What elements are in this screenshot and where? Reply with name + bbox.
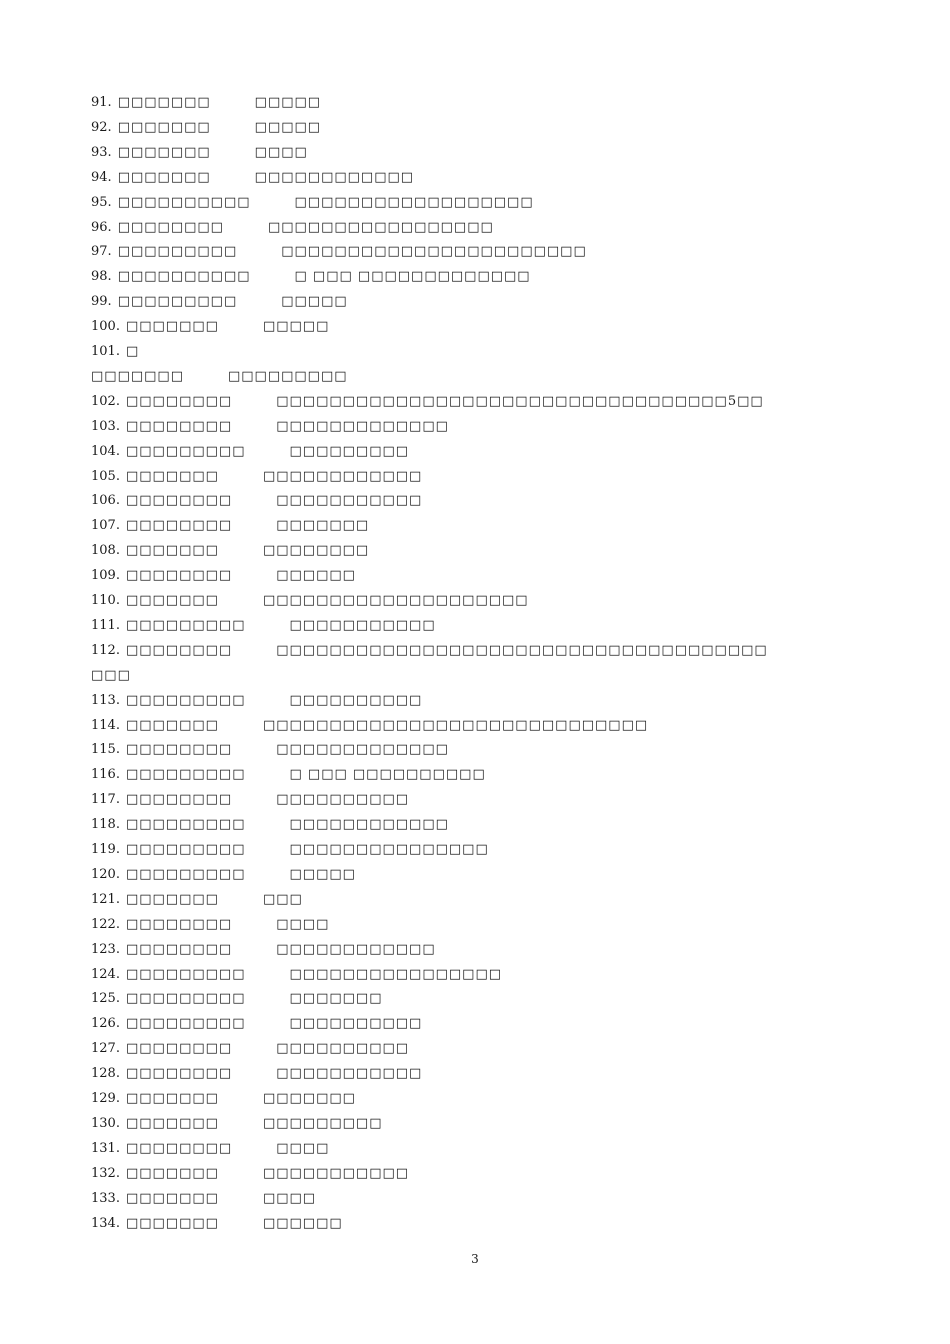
item-number: 98. — [91, 269, 112, 285]
item-term: □□□□□□□ — [91, 368, 184, 384]
item-term: □□□□□□□ — [125, 1190, 219, 1206]
item-gloss: □□□□□□□ — [262, 1091, 356, 1106]
item-term: □□□□□□□□□ — [125, 443, 246, 459]
item-number: 100. — [91, 319, 120, 335]
item-number: 128. — [91, 1066, 120, 1082]
item-term: □□□□□□□□□ — [125, 991, 246, 1007]
item-term: □□□□□□□□□ — [117, 244, 238, 260]
item-term: □□□□□□□□□ — [125, 966, 246, 982]
item-number: 93. — [91, 144, 112, 160]
item-gloss: □□□□□□□□□□□□□□□□□ — [267, 219, 494, 235]
item-term: □□□□□□□□ — [125, 568, 233, 584]
list-item — [91, 514, 369, 538]
item-number: 95. — [91, 194, 112, 210]
list-item — [91, 788, 409, 812]
list-item — [91, 1162, 409, 1186]
item-number: 116. — [91, 767, 120, 783]
item-number: 130. — [91, 1115, 120, 1131]
list-item — [91, 1062, 422, 1086]
list-item — [91, 1212, 343, 1236]
item-term: □□□□□□□ — [125, 891, 219, 907]
item-number: 122. — [91, 916, 120, 932]
item-term: □□□□□□□□ — [125, 742, 233, 758]
item-term: □□□□□□□□□ — [125, 817, 246, 833]
item-gloss: □□□□□□ — [262, 1215, 343, 1231]
item-gloss: □□□□□□□□□□□□ — [276, 941, 436, 957]
list-item — [91, 489, 422, 513]
item-gloss: □□□□□ — [254, 95, 322, 110]
item-number: 113. — [91, 692, 120, 708]
item-gloss: □□□□□□□□□□□□□□□□□□ — [294, 194, 534, 210]
list-item — [91, 913, 329, 937]
item-number: 114. — [91, 717, 120, 733]
item-term: □□□□□□□ — [117, 169, 211, 185]
item-gloss: □□□□□□□□□□□□ — [289, 817, 449, 833]
item-number: 106. — [91, 493, 120, 509]
item-number: 124. — [91, 966, 120, 982]
item-gloss: □□□□□□□□□□□□□□□ — [289, 842, 489, 857]
item-term: □□□□□□□□□ — [125, 866, 246, 882]
item-term: □□□□□□□□□ — [125, 842, 246, 857]
item-term: □□□□□□□□ — [125, 418, 233, 434]
list-item — [91, 813, 449, 837]
item-number: 131. — [91, 1140, 120, 1156]
list-item — [91, 838, 489, 862]
list-item — [91, 166, 414, 190]
list-item — [91, 689, 422, 713]
list-item — [91, 1087, 356, 1111]
item-number: 133. — [91, 1190, 120, 1206]
list-item — [91, 938, 436, 962]
item-gloss: □□□□□ — [289, 866, 356, 882]
item-term: □□□□□□□□ — [117, 219, 224, 235]
item-gloss: □□□□□□□□□□ — [289, 1016, 423, 1032]
item-gloss: □□□□□□□□□□□□ — [262, 468, 423, 484]
list-item — [91, 465, 422, 489]
list-item — [91, 963, 502, 987]
item-number: 104. — [91, 443, 120, 459]
item-number: 119. — [91, 842, 120, 857]
item-number: 126. — [91, 1016, 120, 1032]
item-number: 91. — [91, 95, 112, 110]
list-item — [91, 390, 764, 414]
item-number: 117. — [91, 792, 120, 808]
item-number: 94. — [91, 169, 112, 185]
list-item — [91, 738, 449, 762]
list-item — [91, 1187, 316, 1211]
item-term: □□□□□□□ — [125, 319, 219, 335]
list-item — [91, 863, 356, 887]
item-gloss: □□□□□□□□□□□□□□□□□□□□ — [262, 593, 529, 608]
list-item — [91, 340, 183, 364]
item-gloss: □□□□□□□□□□□□□□□□ — [289, 966, 503, 982]
list-item — [91, 1037, 409, 1061]
item-term: □□□□□□□□□ — [117, 294, 238, 310]
item-number: 132. — [91, 1165, 120, 1181]
item-gloss: □□□□□□□□□ — [227, 368, 348, 384]
list-item — [91, 315, 329, 339]
item-gloss: □□□□□□□□□□□□ — [254, 169, 415, 185]
list-item — [91, 1137, 329, 1161]
item-term: □□□□□□□□ — [125, 792, 233, 808]
item-gloss: □□□□ — [262, 1190, 317, 1206]
item-number: 101. — [91, 344, 120, 359]
item-term: □□□□□□□□ — [125, 518, 233, 534]
item-gloss: □□□□□□□□□□□□□ — [276, 418, 449, 434]
list-item — [91, 265, 531, 289]
item-term: □□□□□□□□□ — [125, 1016, 246, 1032]
item-gloss: □□□□□□□□□□ — [276, 1041, 410, 1057]
item-number: 123. — [91, 941, 120, 957]
item-gloss: □□□□□□□□□□□ — [289, 617, 436, 633]
item-term: □□□□□□□ — [125, 593, 219, 608]
item-term: □□□□□□□ — [117, 95, 211, 110]
list-item — [91, 987, 382, 1011]
item-gloss: □□□□□□□□□ — [289, 443, 410, 459]
item-term: □□□□□□□ — [117, 119, 211, 135]
item-number: 134. — [91, 1215, 120, 1231]
item-term: □□□□□□□ — [125, 1215, 219, 1231]
item-term: □□□□□□□□□□ — [117, 194, 251, 210]
item-number: 127. — [91, 1041, 120, 1057]
item-number: 111. — [91, 617, 120, 633]
item-number: 102. — [91, 393, 120, 409]
item-term: □□□□□□□ — [117, 144, 211, 160]
item-term: □□□□□□□□□ — [125, 617, 246, 633]
item-number: 99. — [91, 294, 112, 310]
item-term: □□□□□□□□ — [125, 493, 233, 509]
item-term: □□□□□□□□ — [125, 1140, 233, 1156]
item-number: 109. — [91, 568, 120, 584]
item-term: □□□□□□□□ — [125, 1041, 233, 1057]
item-gloss: □□□□□ — [262, 319, 330, 335]
item-gloss: □□□□ — [276, 1140, 330, 1156]
list-item — [91, 240, 587, 264]
item-term: □□□□□□□ — [125, 543, 219, 559]
item-term: □□□□□□□ — [125, 468, 219, 484]
list-item — [91, 1112, 382, 1136]
list-item — [91, 714, 648, 738]
item-gloss: □□□□□□□□□□□□□ — [276, 742, 449, 758]
item-gloss: □□□□□□□□□□□ — [276, 493, 423, 509]
list-item — [91, 1012, 422, 1036]
item-number: 110. — [91, 593, 120, 608]
item-number: 118. — [91, 817, 120, 833]
item-gloss: □□□ — [262, 891, 303, 907]
item-term: □□□□□□□□ — [125, 1066, 233, 1082]
list-item — [91, 216, 494, 240]
item-term: □□□ — [91, 667, 131, 683]
list-item — [91, 664, 175, 688]
list-item — [91, 639, 768, 663]
list-item — [91, 415, 449, 439]
item-gloss: □□□□□□□□□ — [262, 1115, 383, 1131]
item-term: □□□□□□□ — [125, 1165, 219, 1181]
item-gloss: □ □□□ □□□□□□□□□□ — [289, 767, 486, 783]
item-number: 108. — [91, 543, 120, 559]
item-gloss: □□□□□□□□□□□ — [276, 1066, 423, 1082]
list-item — [91, 116, 321, 140]
item-gloss: □□□□ — [254, 144, 308, 160]
item-number: 96. — [91, 219, 112, 235]
item-gloss: □□□□□□□□□□□ — [262, 1165, 410, 1181]
list-item — [91, 564, 356, 588]
item-term: □□□□□□□□□ — [125, 767, 246, 783]
item-number: 129. — [91, 1091, 120, 1106]
item-number: 121. — [91, 891, 120, 907]
item-term: □□□□□□□□ — [125, 941, 233, 957]
item-term: □□□□□□□ — [125, 1115, 219, 1131]
item-term: □□□□□□□□ — [125, 916, 233, 932]
item-gloss: □□□□□□□ — [289, 991, 383, 1007]
list-item — [91, 290, 348, 314]
item-gloss: □ □□□ □□□□□□□□□□□□□ — [294, 269, 531, 285]
list-item — [91, 539, 369, 563]
item-number: 120. — [91, 866, 120, 882]
list-item — [91, 763, 486, 787]
list-item — [91, 614, 436, 638]
item-term: □ — [125, 344, 140, 359]
item-number: 107. — [91, 518, 120, 534]
item-term: □□□□□□□ — [125, 717, 219, 733]
item-term: □□□□□□□□□ — [125, 692, 246, 708]
item-term: □□□□□□□□□□ — [117, 269, 251, 285]
list-item — [91, 141, 308, 165]
list-item — [91, 440, 409, 464]
item-gloss: □□□□□□□□□□ — [276, 792, 410, 808]
item-term: □□□□□□□□ — [125, 393, 233, 409]
item-gloss: □□□□□□ — [276, 568, 356, 584]
item-gloss: □□□□□□□□□□□□□□□□□□□□□□□ — [281, 244, 587, 260]
item-gloss: □□□□□□□□ — [262, 543, 370, 559]
item-number: 92. — [91, 119, 112, 135]
list-item — [91, 589, 529, 613]
page-number: 3 — [471, 1252, 479, 1266]
item-gloss: □□□□□□□ — [276, 518, 370, 534]
item-gloss: □□□□ — [276, 916, 330, 932]
list-item — [91, 91, 321, 115]
list-item — [91, 365, 348, 389]
item-gloss: □□□□□ — [254, 119, 322, 135]
item-gloss: □□□□□□□□□□□□□□□□□□□□□□□□□□□□□ — [262, 717, 649, 733]
item-term: □□□□□□□□ — [125, 642, 233, 658]
item-number: 103. — [91, 418, 120, 434]
item-number: 97. — [91, 244, 112, 260]
item-gloss: □□□□□□□□□□□□□□□□□□□□□□□□□□□□□□□□□□□□□ — [276, 642, 768, 658]
item-gloss: □□□□□□□□□□ — [289, 692, 423, 708]
item-term: □□□□□□□ — [125, 1091, 219, 1106]
item-number: 112. — [91, 642, 120, 658]
list-item — [91, 191, 534, 215]
item-number: 105. — [91, 468, 120, 484]
item-gloss: □□□□□□□□□□□□□□□□□□□□□□□□□□□□□□□□□□5□□ — [276, 393, 764, 409]
item-number: 125. — [91, 991, 120, 1007]
list-item — [91, 888, 303, 912]
item-number: 115. — [91, 742, 120, 758]
item-gloss: □□□□□ — [281, 294, 348, 310]
